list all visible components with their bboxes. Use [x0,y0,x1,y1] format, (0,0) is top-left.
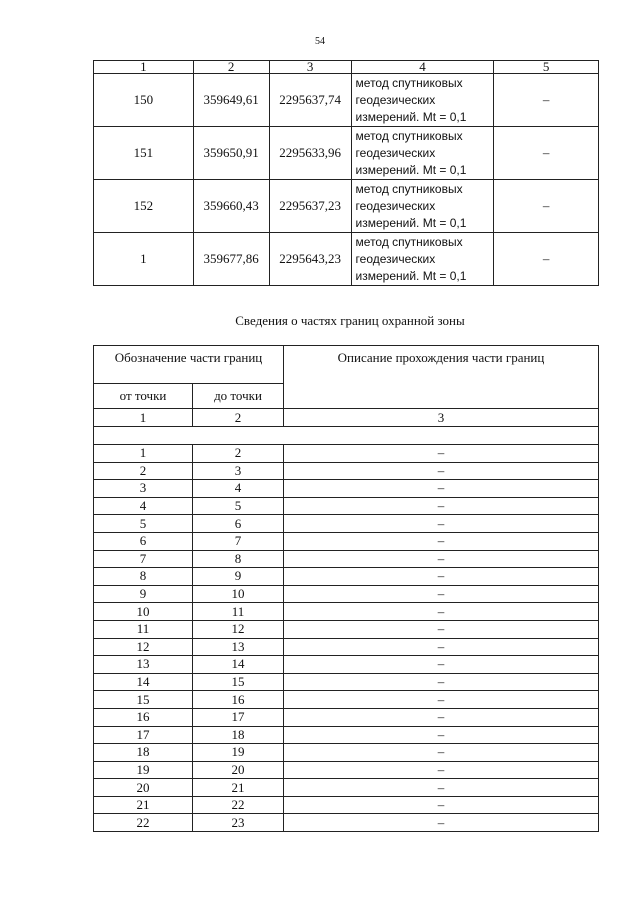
to-point-cell: 23 [193,814,284,832]
method-line: метод спутниковых [355,234,463,249]
to-point-cell: 18 [193,726,284,744]
header-cell: 5 [494,61,599,74]
table-row [94,691,599,709]
y-coordinate-cell: 2295643,23 [269,233,351,286]
table-row [94,233,599,286]
table-row [94,127,599,180]
from-point-cell: 19 [94,761,193,779]
from-point-cell: 15 [94,691,193,709]
table-row [94,656,599,674]
x-coordinate-cell: 359660,43 [193,180,269,233]
coordinates-header-row [94,61,599,74]
from-point-cell: 10 [94,603,193,621]
table-row [94,480,599,498]
to-point-cell: 16 [193,691,284,709]
description-cell: – [284,761,599,779]
table-row [94,445,599,463]
from-point-cell: 16 [94,708,193,726]
to-point-cell: 22 [193,796,284,814]
from-point-cell: 1 [94,445,193,463]
table-row [94,568,599,586]
description-cell: – [284,814,599,832]
table-row [94,462,599,480]
to-point-cell: 11 [193,603,284,621]
method-cell [351,74,494,127]
column-number-cell: 3 [284,409,599,427]
description-cell: – [284,480,599,498]
page-number: 54 [315,36,325,47]
from-point-cell: 5 [94,515,193,533]
to-point-cell: 4 [193,480,284,498]
from-point-cell: 13 [94,656,193,674]
description-cell: – [284,568,599,586]
parts-header-row [94,346,599,384]
header-to-cell: до точки [193,384,284,409]
header-group-cell: Обозначение части границ [94,346,284,384]
table-row [94,761,599,779]
from-point-cell: 9 [94,585,193,603]
blank-cell [94,427,599,445]
table-row [94,532,599,550]
description-cell: – [284,779,599,797]
description-cell: – [284,726,599,744]
description-cell: – [284,550,599,568]
column-number-cell: 2 [193,409,284,427]
table-row [94,744,599,762]
method-line: геодезических [355,198,436,213]
note-cell: – [494,233,599,286]
x-coordinate-cell: 359650,91 [193,127,269,180]
table-row [94,74,599,127]
section-title: Сведения о частях границ охранной зоны [235,313,465,328]
from-point-cell: 18 [94,744,193,762]
description-cell: – [284,708,599,726]
from-point-cell: 12 [94,638,193,656]
table-row [94,814,599,832]
y-coordinate-cell: 2295633,96 [269,127,351,180]
from-point-cell: 8 [94,568,193,586]
description-cell: – [284,497,599,515]
from-point-cell: 6 [94,532,193,550]
from-point-cell: 11 [94,620,193,638]
table-row [94,708,599,726]
method-line: метод спутниковых [355,128,463,143]
to-point-cell: 3 [193,462,284,480]
parts-body [94,445,599,832]
x-coordinate-cell: 359677,86 [193,233,269,286]
to-point-cell: 17 [193,708,284,726]
blank-row [94,427,599,445]
description-cell: – [284,532,599,550]
to-point-cell: 7 [193,532,284,550]
header-cell: 2 [193,61,269,74]
to-point-cell: 6 [193,515,284,533]
description-cell: – [284,796,599,814]
point-cell: 1 [94,233,194,286]
from-point-cell: 22 [94,814,193,832]
x-coordinate-cell: 359649,61 [193,74,269,127]
table-row [94,779,599,797]
method-line: геодезических [355,251,436,266]
method-line: геодезических [355,92,436,107]
header-cell: 3 [269,61,351,74]
note-cell: – [494,180,599,233]
method-cell [351,127,494,180]
from-point-cell: 2 [94,462,193,480]
to-point-cell: 10 [193,585,284,603]
table-row [94,180,599,233]
point-cell: 152 [94,180,194,233]
table-row [94,638,599,656]
to-point-cell: 5 [193,497,284,515]
description-cell: – [284,656,599,674]
method-line: геодезических [355,145,436,160]
description-cell: – [284,603,599,621]
note-cell: – [494,74,599,127]
table-row [94,673,599,691]
column-number-row [94,409,599,427]
y-coordinate-cell: 2295637,74 [269,74,351,127]
from-point-cell: 3 [94,480,193,498]
from-point-cell: 4 [94,497,193,515]
to-point-cell: 21 [193,779,284,797]
description-cell: – [284,445,599,463]
to-point-cell: 8 [193,550,284,568]
y-coordinate-cell: 2295637,23 [269,180,351,233]
from-point-cell: 20 [94,779,193,797]
table-row [94,796,599,814]
header-cell: 1 [94,61,194,74]
from-point-cell: 7 [94,550,193,568]
header-from-cell: от точки [94,384,193,409]
from-point-cell: 17 [94,726,193,744]
method-cell [351,180,494,233]
description-cell: – [284,620,599,638]
method-line: метод спутниковых [355,75,463,90]
table-row [94,585,599,603]
description-cell: – [284,744,599,762]
method-line: метод спутниковых [355,181,463,196]
to-point-cell: 14 [193,656,284,674]
description-cell: – [284,585,599,603]
point-cell: 151 [94,127,194,180]
column-number-cell: 1 [94,409,193,427]
table-row [94,497,599,515]
description-cell: – [284,462,599,480]
point-cell: 150 [94,74,194,127]
table-row [94,515,599,533]
from-point-cell: 21 [94,796,193,814]
method-line: измерений. Mt = 0,1 [355,109,467,124]
header-cell: 4 [351,61,494,74]
to-point-cell: 19 [193,744,284,762]
from-point-cell: 14 [94,673,193,691]
table-row [94,620,599,638]
coordinates-table [93,60,599,286]
method-line: измерений. Mt = 0,1 [355,215,467,230]
note-cell: – [494,127,599,180]
to-point-cell: 9 [193,568,284,586]
description-cell: – [284,515,599,533]
to-point-cell: 15 [193,673,284,691]
description-cell: – [284,638,599,656]
table-row [94,550,599,568]
method-cell [351,233,494,286]
header-description-cell: Описание прохождения части границ [284,346,599,409]
table-row [94,603,599,621]
boundary-parts-table [93,345,599,832]
to-point-cell: 2 [193,445,284,463]
method-line: измерений. Mt = 0,1 [355,268,467,283]
method-line: измерений. Mt = 0,1 [355,162,467,177]
description-cell: – [284,673,599,691]
table-row [94,726,599,744]
to-point-cell: 13 [193,638,284,656]
to-point-cell: 20 [193,761,284,779]
description-cell: – [284,691,599,709]
to-point-cell: 12 [193,620,284,638]
